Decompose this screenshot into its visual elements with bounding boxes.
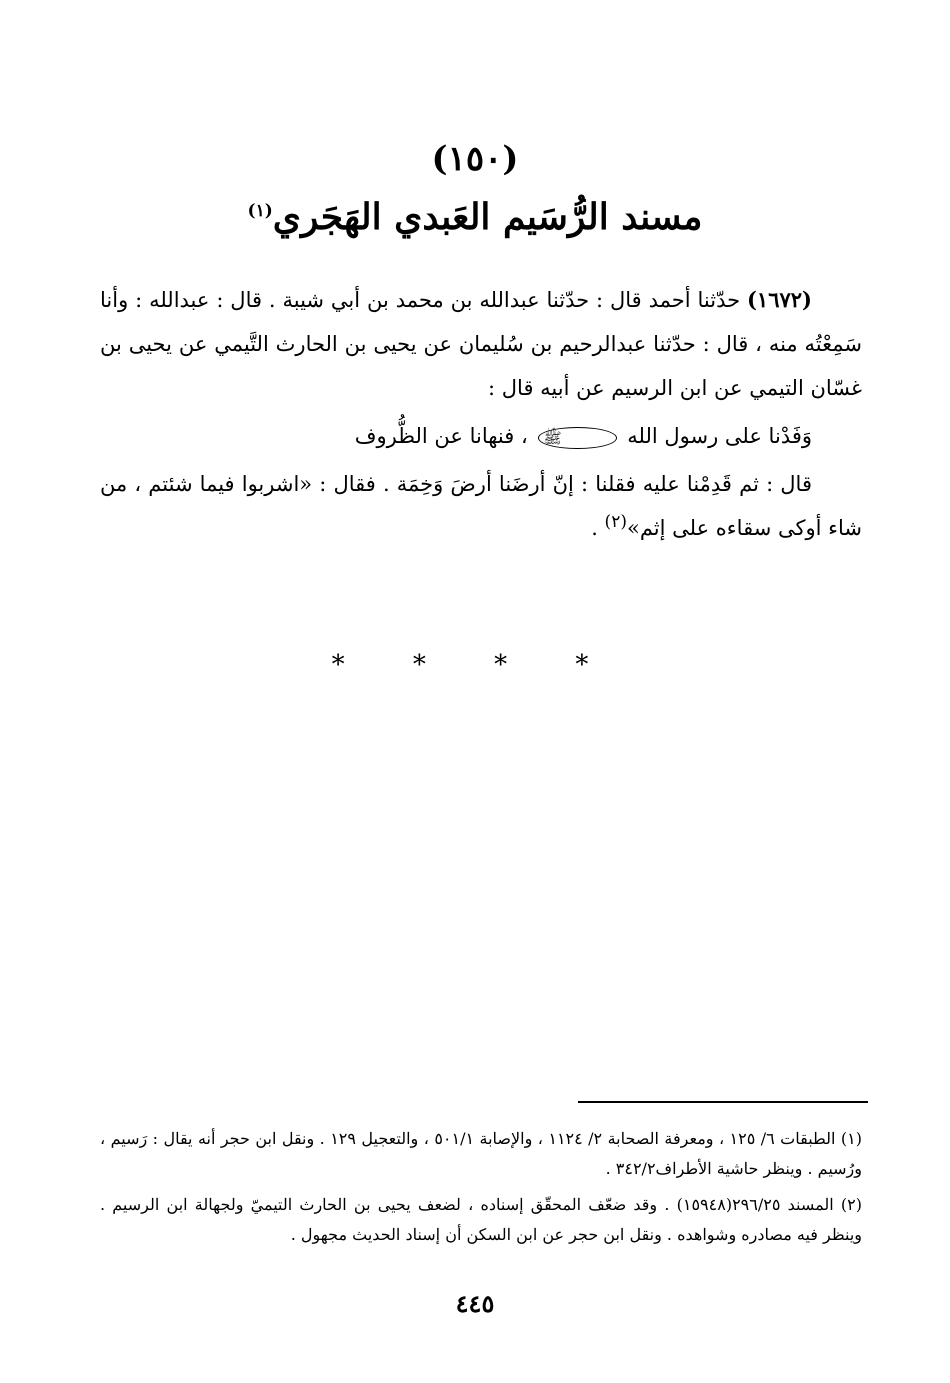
hadith-matn-2-end: . bbox=[591, 516, 605, 540]
hadith-matn-1b: ، فنهانا عن الظُّروف bbox=[354, 424, 528, 448]
hadith-number: (١٦٧٢) bbox=[746, 287, 812, 312]
chapter-title bbox=[0, 193, 950, 241]
page-number: ٤٤٥ bbox=[455, 1289, 495, 1318]
hadith-matn-1a: وَفَدْنا على رسول الله bbox=[627, 424, 812, 448]
footnote-ref-1: (١) bbox=[247, 201, 273, 221]
footnote-ref-2: (٢) bbox=[604, 512, 627, 532]
hadith-matn-paragraph-2 bbox=[100, 462, 862, 550]
footnote-divider bbox=[578, 1101, 868, 1103]
pbuh-ligature-icon: ﷺ bbox=[538, 427, 616, 449]
hadith-body bbox=[100, 278, 862, 550]
section-separator: * * * * bbox=[331, 650, 619, 680]
hadith-isnad-paragraph bbox=[100, 278, 862, 410]
footnote-1: (١) الطبقات ٦/ ١٢٥ ، ومعرفة الصحابة ٢/ ١١٢٤ ، والإصابة ٥٠١/١ ، والتعجيل ١٢٩ . ونقل ابن حجر أنه يقال : رَسيم ، ورُسيم . وينظر حاشية الأطراف٣٤٢/٢ . bbox=[100, 1129, 863, 1178]
chapter-title-text: مسند الرُّسَيم العَبدي الهَجَري bbox=[272, 196, 703, 238]
hadith-matn-paragraph-1 bbox=[100, 414, 862, 458]
hadith-isnad: حدّثنا أحمد قال : حدّثنا عبدالله بن محمد بن أبي شيبة . قال : عبدالله : وأنا سَمِعْتُه منه ، قال : حدّثنا عبدالرحيم بن سُليمان عن يحيى بن الحارث التَّيمي عن يحيى بن غسّان التيمي عن ابن الرسيم عن أبيه قال : bbox=[100, 288, 862, 400]
hadith-matn-2: قال : ثم قَدِمْنا عليه فقلنا : إنّ أرضَنا أرضَ وَخِمَة . فقال : «اشربوا فيما شئتم ، من شاء أوكى سقاءه على إثم» bbox=[100, 472, 862, 540]
footnotes bbox=[100, 1124, 862, 1250]
chapter-number: (١٥٠) bbox=[431, 139, 519, 179]
footnote-2: (٢) المسند ٢٩٦/٢٥(١٥٩٤٨) . وقد ضعّف المحقّق إسناده ، لضعف يحيى بن الحارث التيميّ ولجهالة ابن الرسيم . وينظر فيه مصادره وشواهده . ونقل ابن حجر عن ابن السكن أن إسناد الحديث مجهول . bbox=[100, 1195, 862, 1244]
